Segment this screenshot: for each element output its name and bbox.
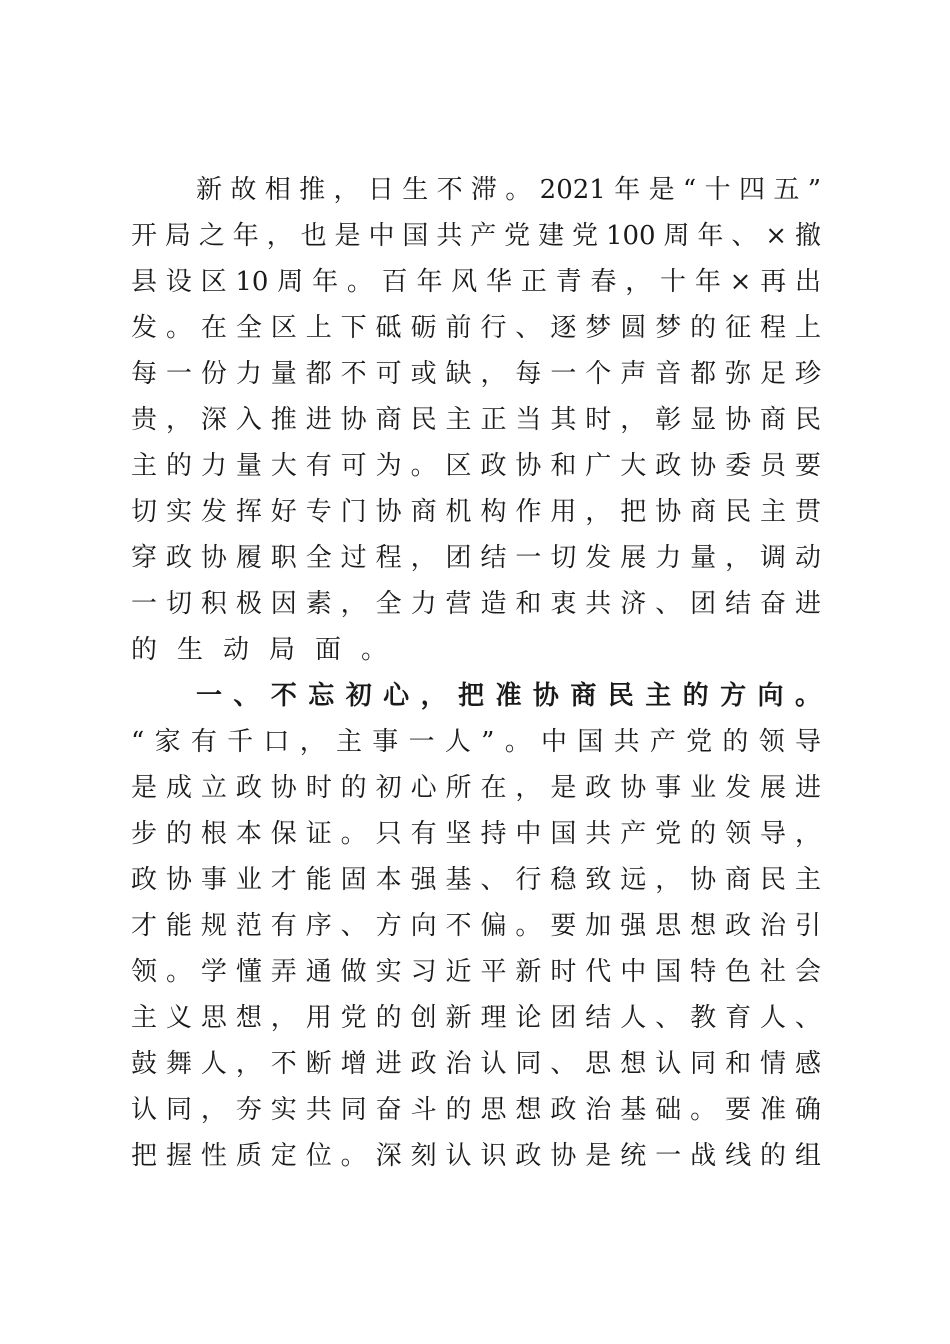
paragraph-line: “家有千口，主事一人”。中国共产党的领导 <box>131 727 821 757</box>
paragraph-line: 一切积极因素，全力营造和衷共济、团结奋进 <box>131 589 821 619</box>
paragraph-line: 鼓舞人，不断增进政治认同、思想认同和情感 <box>131 1049 821 1079</box>
paragraph-line: 贵，深入推进协商民主正当其时，彰显协商民 <box>131 405 821 435</box>
paragraph-line: 新故相推，日生不滞。2021年是“十四五” <box>196 175 821 205</box>
paragraph-line: 政协事业才能固本强基、行稳致远，协商民主 <box>131 865 821 895</box>
paragraph-line: 主的力量大有可为。区政协和广大政协委员要 <box>131 451 821 481</box>
document-body <box>131 167 821 1179</box>
paragraph-line: 每一份力量都不可或缺，每一个声音都弥足珍 <box>131 359 821 389</box>
paragraph-line: 领。学懂弄通做实习近平新时代中国特色社会 <box>131 957 821 987</box>
section-heading: 一、不忘初心，把准协商民主的方向。 <box>196 681 821 711</box>
paragraph-line: 主义思想，用党的创新理论团结人、教育人、 <box>131 1003 821 1033</box>
paragraph-line: 切实发挥好专门协商机构作用，把协商民主贯 <box>131 497 821 527</box>
paragraph-line: 的生动局面。 <box>131 635 408 665</box>
paragraph-line: 步的根本保证。只有坚持中国共产党的领导， <box>131 819 821 849</box>
paragraph-line: 发。在全区上下砥砺前行、逐梦圆梦的征程上 <box>131 313 821 343</box>
paragraph-line: 开局之年，也是中国共产党建党100周年、×撤 <box>131 221 821 251</box>
paragraph-line: 穿政协履职全过程，团结一切发展力量，调动 <box>131 543 821 573</box>
paragraph-line: 认同，夯实共同奋斗的思想政治基础。要准确 <box>131 1095 821 1125</box>
paragraph-line: 县设区10周年。百年风华正青春，十年×再出 <box>131 267 821 297</box>
paragraph-line: 是成立政协时的初心所在，是政协事业发展进 <box>131 773 821 803</box>
paragraph-line: 才能规范有序、方向不偏。要加强思想政治引 <box>131 911 821 941</box>
paragraph-line: 把握性质定位。深刻认识政协是统一战线的组 <box>131 1141 821 1171</box>
